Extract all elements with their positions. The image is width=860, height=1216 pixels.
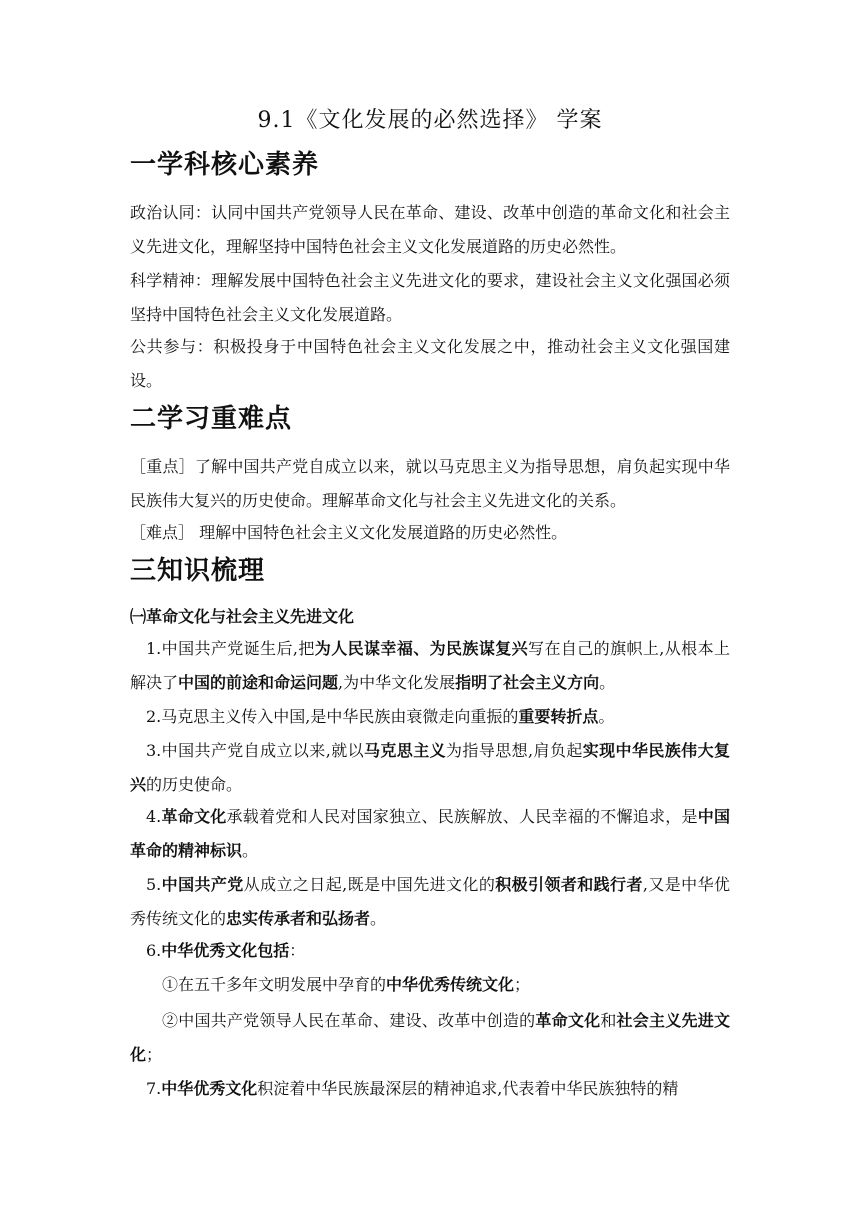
paragraph-political-identity: 政治认同：认同中国共产党领导人民在革命、建设、改革中创造的革命文化和社会主义先进文化，理解坚持中国特色社会主义文化发展道路的历史必然性。: [130, 203, 730, 256]
paragraph-scientific-spirit: 科学精神：理解发展中国特色社会主义先进文化的要求，建设社会主义文化强国必须坚持中国特色社会主义文化发展道路。: [130, 271, 730, 324]
list-item-3: 3.中国共产党自成立以来,就以马克思主义为指导思想,肩负起实现中华民族伟大复兴的历史使命。: [130, 741, 730, 794]
section-heading-key-points: 二学习重难点: [130, 404, 293, 434]
paragraph-key-point: ［重点］了解中国共产党自成立以来，就以马克思主义为指导思想，肩负起实现中华民族伟大复兴的历史使命。理解革命文化与社会主义先进文化的关系。: [130, 457, 730, 510]
list-item-1: 1.中国共产党诞生后,把为人民谋幸福、为民族谋复兴写在自己的旗帜上,从根本上解决了中国的前途和命运问题,为中华文化发展指明了社会主义方向。: [130, 639, 730, 692]
list-item-4: 4.革命文化承载着党和人民对国家独立、民族解放、人民幸福的不懈追求，是中国革命的精神标识。: [130, 807, 730, 860]
section-heading-knowledge: 三知识梳理: [130, 556, 266, 586]
list-item-6b: ②中国共产党领导人民在革命、建设、改革中创造的革命文化和社会主义先进文化；: [130, 1011, 730, 1064]
list-item-7: 7.中华优秀文化积淀着中华民族最深层的精神追求,代表着中华民族独特的精: [146, 1079, 679, 1098]
list-item-6: 6.中华优秀文化包括：: [146, 941, 306, 960]
paragraph-difficult-point: ［难点］ 理解中国特色社会主义文化发展道路的历史必然性。: [130, 523, 568, 542]
list-item-6a: ①在五千多年文明发展中孕育的中华优秀传统文化；: [162, 975, 531, 994]
list-item-5: 5.中国共产党从成立之日起,既是中国先进文化的积极引领者和践行者,又是中华优秀传统文化的忠实传承者和弘扬者。: [130, 875, 730, 928]
subsection-heading: ㈠革命文化与社会主义先进文化: [130, 607, 355, 626]
section-heading-core-literacy: 一学科核心素养: [130, 150, 320, 180]
document-title: 9.1《文化发展的必然选择》 学案: [257, 108, 603, 133]
list-item-2: 2.马克思主义传入中国,是中华民族由衰微走向重振的重要转折点。: [146, 707, 615, 726]
paragraph-public-participation: 公共参与：积极投身于中国特色社会主义文化发展之中，推动社会主义文化强国建设。: [130, 337, 730, 390]
